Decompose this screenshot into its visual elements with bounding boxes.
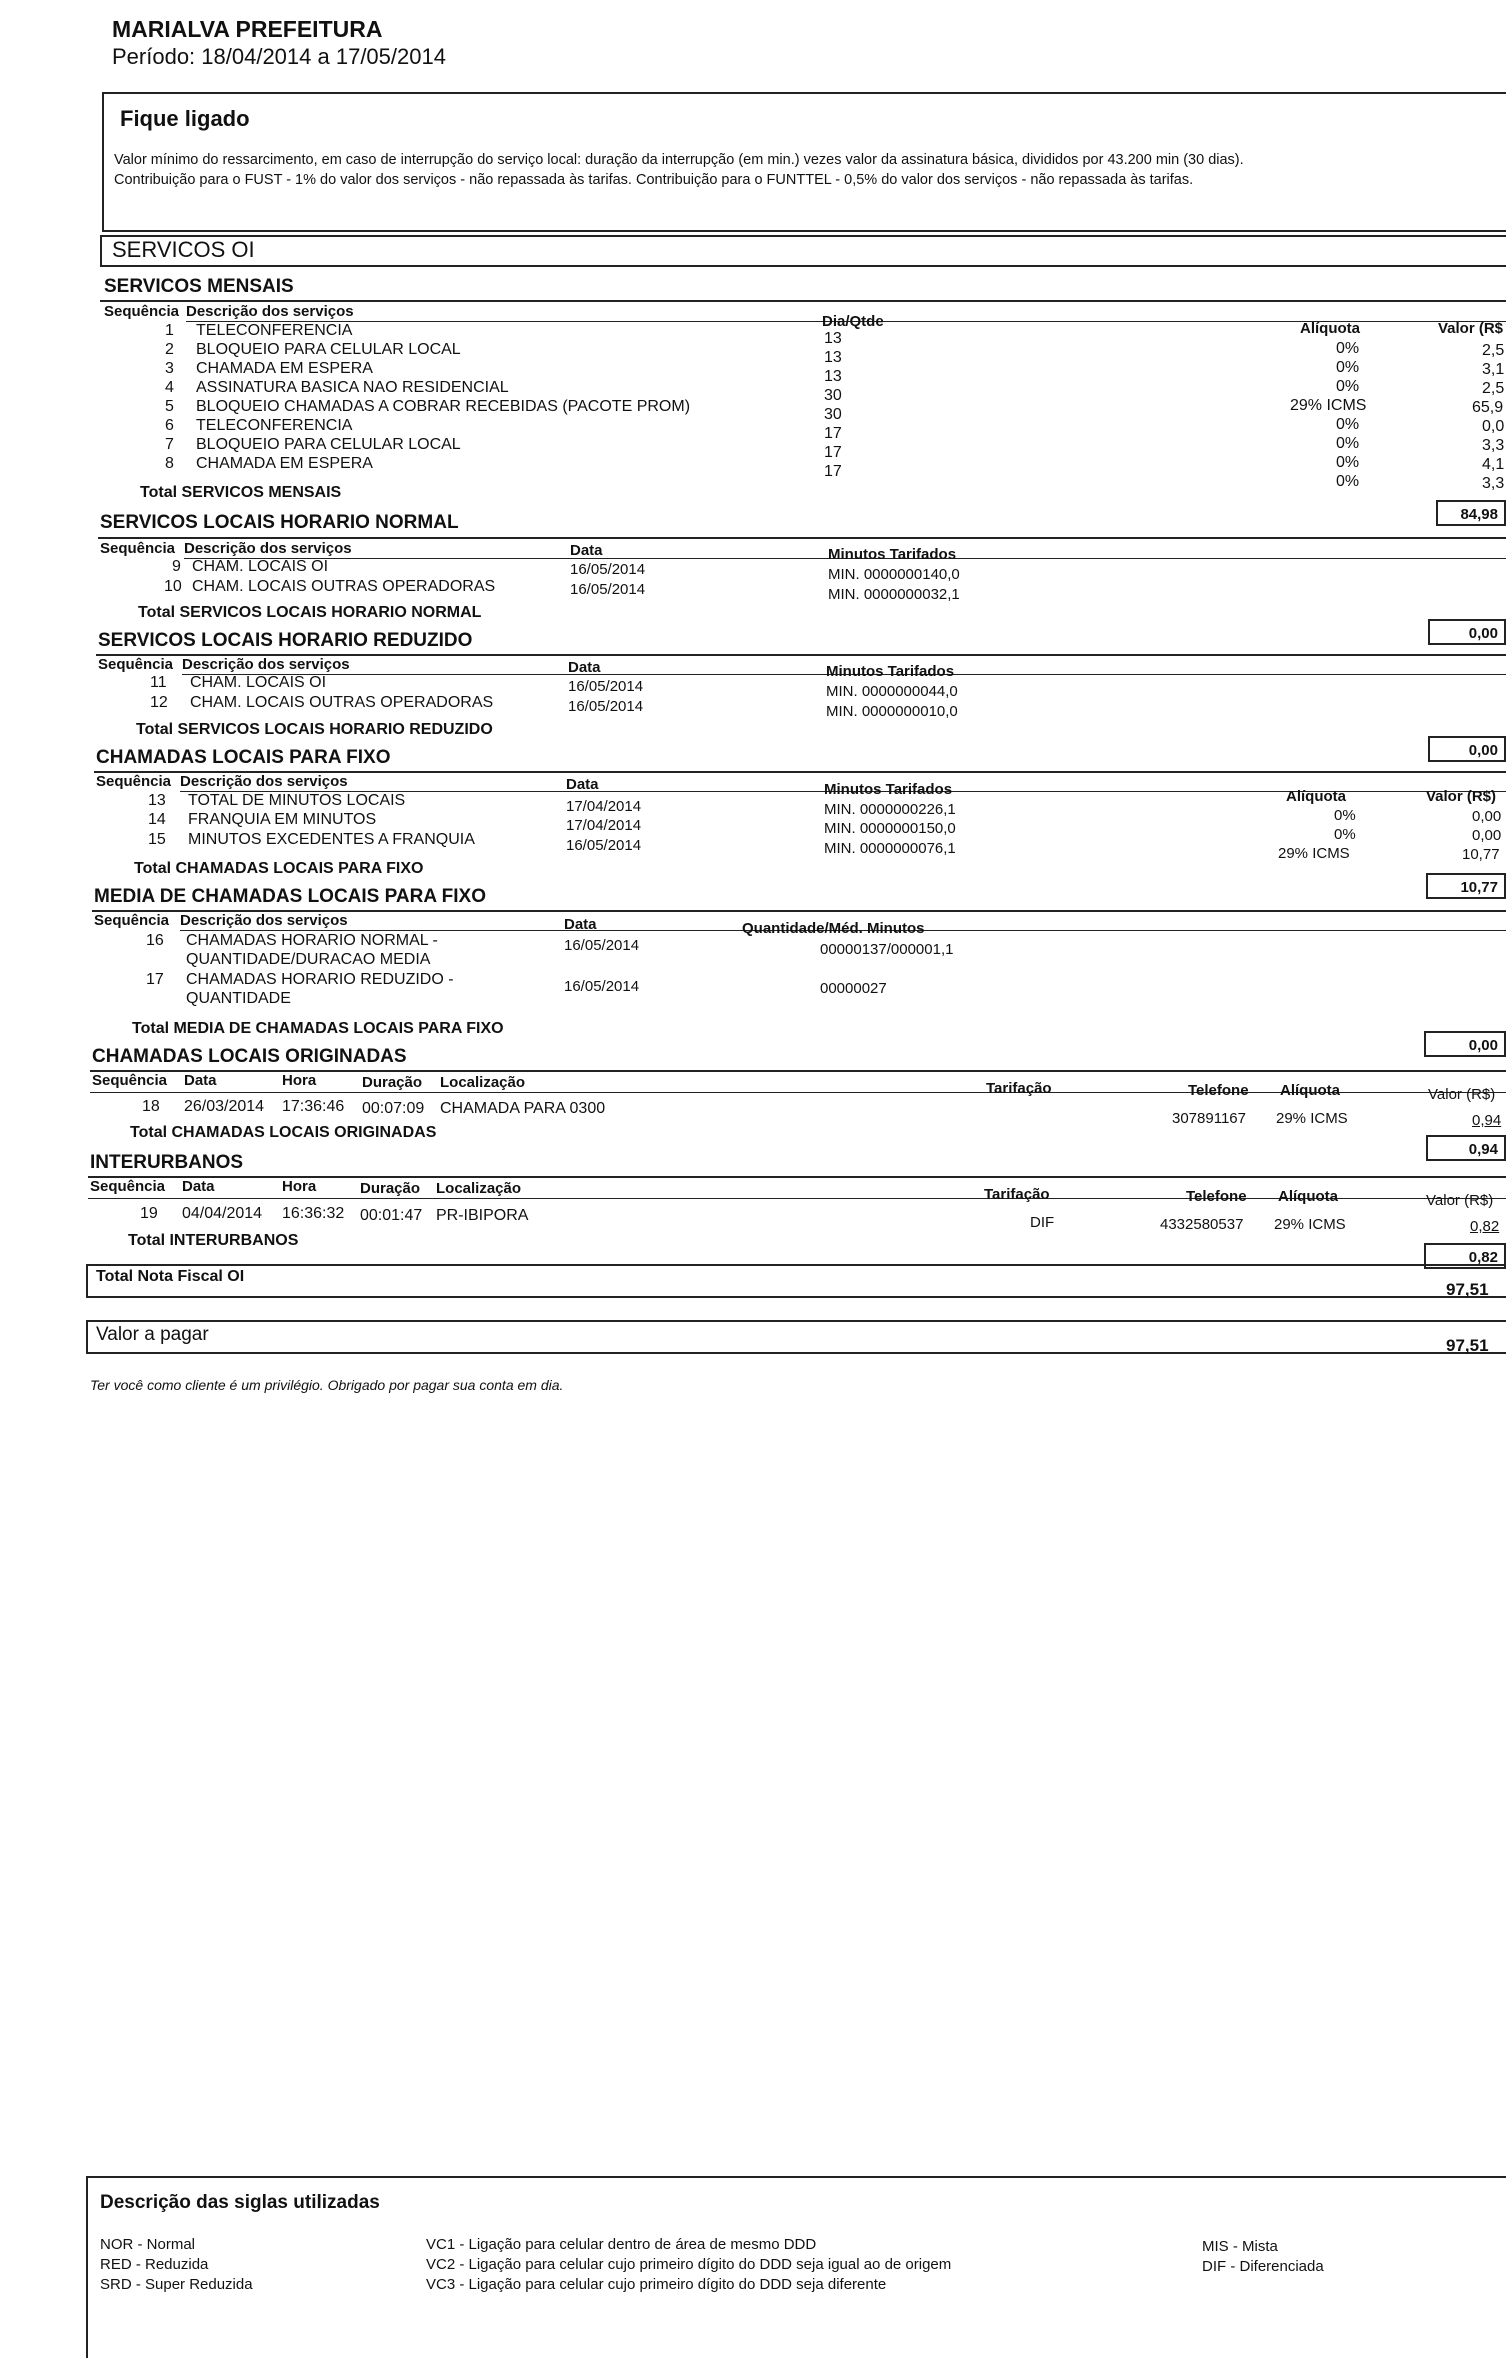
row-seq: 1	[165, 322, 174, 339]
row-tarifacao: DIF	[1030, 1214, 1055, 1231]
reduzido-title: SERVICOS LOCAIS HORARIO REDUZIDO	[98, 630, 473, 651]
row-desc: BLOQUEIO PARA CELULAR LOCAL	[196, 436, 461, 453]
normal-total-label: Total SERVICOS LOCAIS HORARIO NORMAL	[138, 604, 482, 621]
row-qtd: 00000137/000001,1	[820, 941, 954, 958]
row-aliq: 29% ICMS	[1290, 397, 1367, 414]
row-aliq: 0%	[1334, 807, 1356, 824]
valor-pagar-label: Valor a pagar	[96, 1324, 209, 1345]
row-seq: 14	[148, 811, 166, 828]
row-aliq: 0%	[1336, 416, 1360, 433]
fique-ligado-title: Fique ligado	[120, 106, 250, 131]
row-data: 16/05/2014	[568, 698, 644, 715]
row-qtd: 30	[824, 387, 842, 404]
row-desc-cont: QUANTIDADE/DURACAO MEDIA	[186, 951, 431, 968]
total-nota-value: 97,51	[1446, 1280, 1489, 1299]
originadas-total-label: Total CHAMADAS LOCAIS ORIGINADAS	[130, 1124, 437, 1141]
row-min: MIN. 0000000150,0	[824, 820, 956, 837]
col-valor: Valor (R$)	[1428, 1086, 1496, 1103]
row-telefone: 307891167	[1172, 1110, 1246, 1127]
reduzido-total: 0,00	[1428, 736, 1506, 762]
row-qtd: 00000027	[820, 980, 887, 997]
col-descricao: Descrição dos serviços	[186, 303, 354, 320]
row-desc-cont: QUANTIDADE	[186, 990, 291, 1007]
row-min: MIN. 0000000076,1	[824, 840, 956, 857]
row-desc: CHAMADAS HORARIO NORMAL -	[186, 932, 438, 949]
row-min: MIN. 0000000140,0	[828, 566, 960, 583]
row-aliq: 29% ICMS	[1278, 845, 1350, 862]
row-desc: TELECONFERENCIA	[196, 417, 353, 434]
col-data: Data	[570, 542, 603, 559]
col-descricao: Descrição dos serviços	[180, 912, 348, 929]
row-valor: 65,9	[1472, 399, 1504, 416]
media-total: 0,00	[1424, 1031, 1506, 1057]
row-desc: CHAMADAS HORARIO REDUZIDO -	[186, 971, 454, 988]
mensais-title: SERVICOS MENSAIS	[104, 276, 294, 297]
col-data: Data	[184, 1072, 217, 1089]
originadas-title: CHAMADAS LOCAIS ORIGINADAS	[92, 1046, 407, 1067]
row-hora: 17:36:46	[282, 1098, 345, 1115]
normal-total: 0,00	[1428, 619, 1506, 645]
row-qtd: 13	[824, 330, 842, 347]
row-valor: 0,82	[1470, 1218, 1500, 1235]
siglas-title: Descrição das siglas utilizadas	[100, 2192, 380, 2213]
col-localizacao: Localização	[436, 1180, 522, 1197]
row-qtd: 30	[824, 406, 842, 423]
col-hora: Hora	[282, 1178, 317, 1195]
row-seq: 19	[140, 1205, 158, 1222]
sigla-mis: MIS - Mista	[1202, 2238, 1278, 2255]
row-valor: 0,00	[1472, 808, 1502, 825]
row-desc: CHAMADA EM ESPERA	[196, 360, 373, 377]
thank-you-message: Ter você como cliente é um privilégio. Obrigado por pagar sua conta em dia.	[90, 1377, 564, 1393]
sigla-srd: SRD - Super Reduzida	[100, 2276, 253, 2293]
col-data: Data	[568, 659, 601, 676]
row-data: 16/05/2014	[564, 937, 640, 954]
col-valor: Valor (R$)	[1426, 1192, 1494, 1209]
sigla-vc3: VC3 - Ligação para celular cujo primeiro dígito do DDD seja diferente	[426, 2276, 887, 2293]
col-descricao: Descrição dos serviços	[180, 773, 348, 790]
interurbanos-total-label: Total INTERURBANOS	[128, 1232, 299, 1249]
col-aliquota: Alíquota	[1278, 1188, 1338, 1205]
col-data: Data	[182, 1178, 215, 1195]
row-seq: 3	[165, 360, 174, 377]
col-quantidade: Quantidade/Méd. Minutos	[742, 920, 925, 937]
fique-ligado-line-1: Valor mínimo do ressarcimento, em caso de interrupção do serviço local: duração da interrupção (em min.) vezes valor da assinatura básica, divididos por 43.200 min (30 dias).	[114, 152, 1244, 168]
normal-title: SERVICOS LOCAIS HORARIO NORMAL	[100, 512, 459, 533]
row-desc: TOTAL DE MINUTOS LOCAIS	[188, 792, 406, 809]
row-desc: BLOQUEIO CHAMADAS A COBRAR RECEBIDAS (PACOTE PROM)	[196, 398, 691, 415]
row-seq: 15	[148, 831, 166, 848]
col-duracao: Duração	[360, 1180, 421, 1197]
row-data: 17/04/2014	[566, 798, 642, 815]
col-sequencia: Sequência	[94, 912, 170, 929]
total-nota-box	[86, 1264, 1506, 1298]
company-name: MARIALVA PREFEITURA	[112, 16, 383, 42]
sigla-nor: NOR - Normal	[100, 2236, 196, 2253]
row-aliquota: 29% ICMS	[1274, 1216, 1346, 1233]
col-hora: Hora	[282, 1072, 317, 1089]
row-valor: 2,5	[1482, 342, 1505, 359]
row-desc: CHAM. LOCAIS OUTRAS OPERADORAS	[192, 578, 496, 595]
row-qtd: 13	[824, 349, 842, 366]
row-valor: 3,3	[1482, 437, 1505, 454]
row-seq: 6	[165, 417, 174, 434]
row-duracao: 00:01:47	[360, 1207, 423, 1224]
fixo-total: 10,77	[1426, 873, 1506, 899]
row-data: 16/05/2014	[564, 978, 640, 995]
row-qtd: 13	[824, 368, 842, 385]
fique-ligado-line-2: Contribuição para o FUST - 1% do valor dos serviços - não repassada às tarifas. Contribuição para o FUNTTEL - 0,5% do valor dos serviços - não repassada às tarifas.	[114, 172, 1194, 188]
row-valor: 3,1	[1482, 361, 1505, 378]
row-desc: FRANQUIA EM MINUTOS	[188, 811, 377, 828]
col-telefone: Telefone	[1186, 1188, 1247, 1205]
row-seq: 4	[165, 379, 174, 396]
sigla-vc1: VC1 - Ligação para celular dentro de área de mesmo DDD	[426, 2236, 817, 2253]
row-aliq: 0%	[1336, 359, 1360, 376]
row-desc: BLOQUEIO PARA CELULAR LOCAL	[196, 341, 461, 358]
row-data: 17/04/2014	[566, 817, 642, 834]
row-qtd: 17	[824, 463, 842, 480]
media-title: MEDIA DE CHAMADAS LOCAIS PARA FIXO	[94, 886, 486, 907]
col-aliquota: Alíquota	[1286, 788, 1346, 805]
col-valor: Valor (R$)	[1426, 788, 1497, 805]
row-seq: 16	[146, 932, 164, 949]
col-sequencia: Sequência	[92, 1072, 168, 1089]
col-telefone: Telefone	[1188, 1082, 1249, 1099]
valor-pagar-box	[86, 1320, 1506, 1354]
row-desc: CHAM. LOCAIS OI	[190, 674, 327, 691]
row-min: MIN. 0000000010,0	[826, 703, 958, 720]
sigla-dif: DIF - Diferenciada	[1202, 2258, 1324, 2275]
row-desc: CHAM. LOCAIS OUTRAS OPERADORAS	[190, 694, 494, 711]
billing-period: Período: 18/04/2014 a 17/05/2014	[112, 44, 446, 69]
total-nota-label: Total Nota Fiscal OI	[96, 1268, 245, 1285]
divider	[100, 300, 1506, 302]
row-data: 16/05/2014	[566, 837, 642, 854]
col-minutos: Minutos Tarifados	[826, 663, 955, 680]
row-localizacao: CHAMADA PARA 0300	[440, 1100, 606, 1117]
col-tarifacao: Tarifação	[986, 1080, 1052, 1097]
row-valor: 3,3	[1482, 475, 1505, 492]
row-seq: 9	[172, 558, 181, 575]
section-box	[100, 235, 1506, 267]
col-minutos: Minutos Tarifados	[824, 781, 953, 798]
row-valor: 2,5	[1482, 380, 1505, 397]
originadas-total: 0,94	[1426, 1135, 1506, 1161]
row-min: MIN. 0000000044,0	[826, 683, 958, 700]
row-valor: 0,94	[1472, 1112, 1502, 1129]
row-aliquota: 29% ICMS	[1276, 1110, 1348, 1127]
row-seq: 7	[165, 436, 174, 453]
col-aliquota: Alíquota	[1300, 320, 1360, 337]
row-seq: 2	[165, 341, 174, 358]
fixo-total-label: Total CHAMADAS LOCAIS PARA FIXO	[134, 860, 424, 877]
divider	[98, 537, 1506, 539]
row-data: 16/05/2014	[568, 678, 644, 695]
row-aliq: 0%	[1336, 340, 1360, 357]
row-seq: 18	[142, 1098, 160, 1115]
row-aliq: 0%	[1334, 826, 1356, 843]
row-seq: 13	[148, 792, 166, 809]
sigla-red: RED - Reduzida	[100, 2256, 209, 2273]
row-desc: CHAM. LOCAIS OI	[192, 558, 329, 575]
row-valor: 10,77	[1462, 846, 1500, 863]
col-descricao: Descrição dos serviços	[182, 656, 350, 673]
row-data: 16/05/2014	[570, 561, 646, 578]
row-desc: ASSINATURA BASICA NAO RESIDENCIAL	[196, 379, 509, 396]
col-aliquota: Alíquota	[1280, 1082, 1340, 1099]
col-dia-qtde: Dia/Qtde	[822, 313, 884, 330]
sigla-vc2: VC2 - Ligação para celular cujo primeiro dígito do DDD seja igual ao de origem	[426, 2256, 952, 2273]
row-desc: TELECONFERENCIA	[196, 322, 353, 339]
section-title: SERVICOS OI	[112, 237, 255, 262]
col-tarifacao: Tarifação	[984, 1186, 1050, 1203]
row-qtd: 17	[824, 444, 842, 461]
row-data: 26/03/2014	[184, 1098, 265, 1115]
col-sequencia: Sequência	[100, 540, 176, 557]
col-descricao: Descrição dos serviços	[184, 540, 352, 557]
row-seq: 12	[150, 694, 168, 711]
row-desc: CHAMADA EM ESPERA	[196, 455, 373, 472]
row-valor: 4,1	[1482, 456, 1505, 473]
row-valor: 0,0	[1482, 418, 1505, 435]
col-localizacao: Localização	[440, 1074, 526, 1091]
mensais-total-label: Total SERVICOS MENSAIS	[140, 484, 342, 501]
interurbanos-title: INTERURBANOS	[90, 1152, 244, 1173]
row-aliq: 0%	[1336, 473, 1360, 490]
row-data: 16/05/2014	[570, 581, 646, 598]
row-seq: 8	[165, 455, 174, 472]
col-data: Data	[564, 916, 597, 933]
col-duracao: Duração	[362, 1074, 423, 1091]
row-valor: 0,00	[1472, 827, 1502, 844]
row-telefone: 4332580537	[1160, 1216, 1244, 1233]
col-sequencia: Sequência	[90, 1178, 166, 1195]
row-data: 04/04/2014	[182, 1205, 263, 1222]
col-sequencia: Sequência	[98, 656, 174, 673]
row-desc: MINUTOS EXCEDENTES A FRANQUIA	[188, 831, 475, 848]
interurbanos-total: 0,82	[1424, 1243, 1506, 1269]
row-hora: 16:36:32	[282, 1205, 345, 1222]
row-seq: 10	[164, 578, 182, 595]
row-qtd: 17	[824, 425, 842, 442]
row-min: MIN. 0000000226,1	[824, 801, 956, 818]
row-min: MIN. 0000000032,1	[828, 586, 960, 603]
reduzido-total-label: Total SERVICOS LOCAIS HORARIO REDUZIDO	[136, 721, 493, 738]
row-seq: 17	[146, 971, 164, 988]
col-minutos: Minutos Tarifados	[828, 546, 957, 563]
col-sequencia: Sequência	[104, 303, 180, 320]
row-aliq: 0%	[1336, 454, 1360, 471]
mensais-total: 84,98	[1436, 500, 1506, 526]
media-total-label: Total MEDIA DE CHAMADAS LOCAIS PARA FIXO	[132, 1020, 504, 1037]
valor-pagar-value: 97,51	[1446, 1336, 1489, 1355]
row-localizacao: PR-IBIPORA	[436, 1207, 529, 1224]
col-valor: Valor (R$	[1438, 320, 1504, 337]
row-aliq: 0%	[1336, 435, 1360, 452]
row-duracao: 00:07:09	[362, 1100, 425, 1117]
fixo-title: CHAMADAS LOCAIS PARA FIXO	[96, 747, 391, 768]
row-seq: 5	[165, 398, 174, 415]
row-aliq: 0%	[1336, 378, 1360, 395]
row-seq: 11	[150, 674, 167, 691]
col-sequencia: Sequência	[96, 773, 172, 790]
col-data: Data	[566, 776, 599, 793]
